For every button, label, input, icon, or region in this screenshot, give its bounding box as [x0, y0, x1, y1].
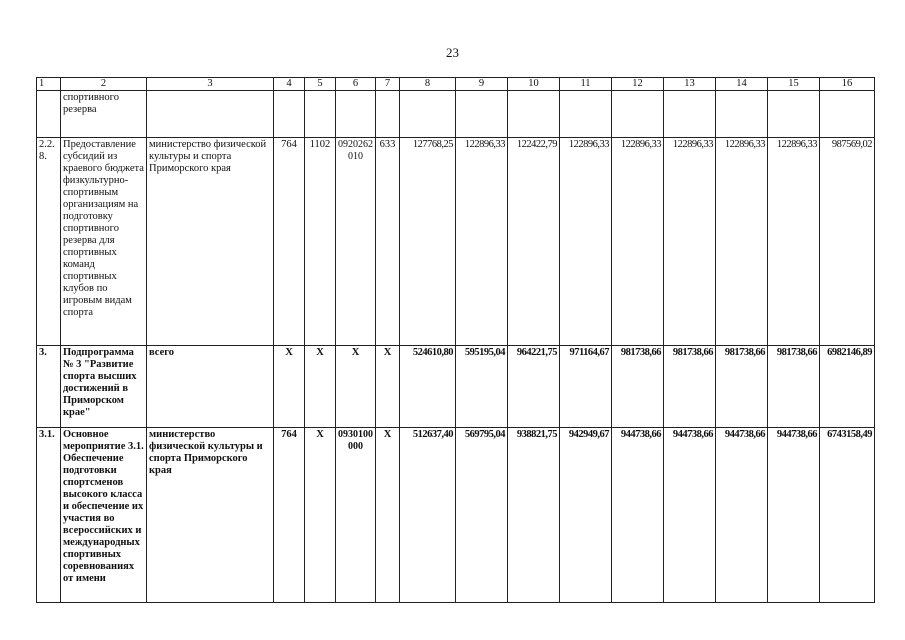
header-cell: 9 — [456, 78, 508, 91]
row-value: 595195,04 — [456, 346, 508, 428]
row-value: 944738,66 — [768, 428, 820, 603]
row-value: 122896,33 — [560, 138, 612, 346]
row-value — [560, 91, 612, 138]
row-executor — [147, 91, 274, 138]
header-cell: 16 — [820, 78, 875, 91]
row-vr: Х — [376, 428, 400, 603]
row-value: 122422,79 — [508, 138, 560, 346]
row-value: 6743158,49 — [820, 428, 875, 603]
header-cell: 6 — [336, 78, 376, 91]
row-value: 981738,66 — [612, 346, 664, 428]
header-cell: 11 — [560, 78, 612, 91]
header-cell: 2 — [61, 78, 147, 91]
row-rzpr: 1102 — [305, 138, 336, 346]
header-cell: 14 — [716, 78, 768, 91]
row-value: 122896,33 — [716, 138, 768, 346]
row-csr — [336, 91, 376, 138]
row-value: 981738,66 — [768, 346, 820, 428]
row-value — [612, 91, 664, 138]
row-value — [820, 91, 875, 138]
header-cell: 3 — [147, 78, 274, 91]
row-grbs — [274, 91, 305, 138]
row-rzpr: Х — [305, 428, 336, 603]
row-value — [400, 91, 456, 138]
row-name: Подпрограмма № 3 "Развитие спорта высших достижений в Приморском крае" — [61, 346, 147, 428]
table-row — [37, 91, 875, 138]
row-value: 122896,33 — [768, 138, 820, 346]
row-csr: Х — [336, 346, 376, 428]
row-value — [456, 91, 508, 138]
row-vr: Х — [376, 346, 400, 428]
row-value: 122896,33 — [456, 138, 508, 346]
row-value: 122896,33 — [664, 138, 716, 346]
row-value: 942949,67 — [560, 428, 612, 603]
header-cell: 13 — [664, 78, 716, 91]
row-value: 6982146,89 — [820, 346, 875, 428]
header-cell: 12 — [612, 78, 664, 91]
row-csr: 0920262 010 — [336, 138, 376, 346]
row-grbs: Х — [274, 346, 305, 428]
row-vr — [376, 91, 400, 138]
row-value: 944738,66 — [716, 428, 768, 603]
table-row — [37, 138, 875, 346]
page-number: 23 — [446, 45, 459, 60]
row-name: Предоставление субсидий из краевого бюджета физкультурно-спортивным организациям на подготовку спортивного резерва для спортивных команд спортивных клубов по игровым видам спорта — [61, 138, 147, 346]
row-grbs: 764 — [274, 428, 305, 603]
table-header-row — [37, 78, 875, 91]
row-number — [37, 91, 61, 138]
row-rzpr — [305, 91, 336, 138]
row-value: 981738,66 — [664, 346, 716, 428]
row-name: Основное мероприятие 3.1. Обеспечение подготовки спортсменов высокого класса и обеспечение их участия во всероссийских и международных спортивных соревнованиях от имени — [61, 428, 147, 603]
row-value: 512637,40 — [400, 428, 456, 603]
row-value — [664, 91, 716, 138]
row-value: 938821,75 — [508, 428, 560, 603]
row-value: 944738,66 — [664, 428, 716, 603]
row-value: 127768,25 — [400, 138, 456, 346]
row-name: спортивного резерва — [61, 91, 147, 138]
row-value: 944738,66 — [612, 428, 664, 603]
row-value — [716, 91, 768, 138]
row-executor: министерство физической культуры и спорта Приморского края — [147, 138, 274, 346]
header-cell: 7 — [376, 78, 400, 91]
row-number: 3. — [37, 346, 61, 428]
row-value: 981738,66 — [716, 346, 768, 428]
row-csr: 0930100 000 — [336, 428, 376, 603]
row-number: 3.1. — [37, 428, 61, 603]
row-value: 987569,02 — [820, 138, 875, 346]
row-value — [768, 91, 820, 138]
row-rzpr: Х — [305, 346, 336, 428]
budget-table — [36, 77, 875, 603]
row-executor: всего — [147, 346, 274, 428]
header-cell: 10 — [508, 78, 560, 91]
header-cell: 15 — [768, 78, 820, 91]
row-value — [508, 91, 560, 138]
row-value: 569795,04 — [456, 428, 508, 603]
row-value: 524610,80 — [400, 346, 456, 428]
row-number: 2.2.8. — [37, 138, 61, 346]
row-grbs: 764 — [274, 138, 305, 346]
header-cell: 8 — [400, 78, 456, 91]
row-value: 971164,67 — [560, 346, 612, 428]
header-cell: 1 — [37, 78, 61, 91]
header-cell: 4 — [274, 78, 305, 91]
row-value: 122896,33 — [612, 138, 664, 346]
row-value: 964221,75 — [508, 346, 560, 428]
row-vr: 633 — [376, 138, 400, 346]
row-executor: министерство физической культуры и спорта Приморского края — [147, 428, 274, 603]
table-row — [37, 428, 875, 603]
header-cell: 5 — [305, 78, 336, 91]
table-row — [37, 346, 875, 428]
